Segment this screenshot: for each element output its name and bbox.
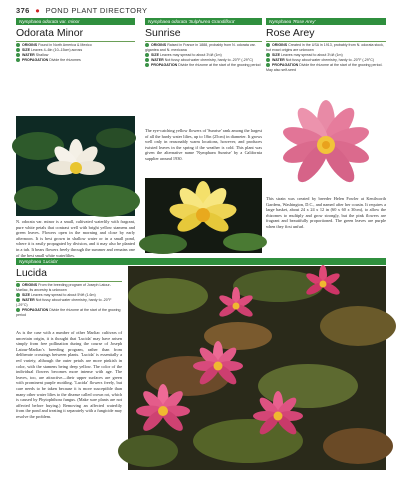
fact-origins: ORIGINS Raised in France in 1888, probably from N. odorata var. gigantea and N. mexicana: [145, 43, 256, 52]
lucida-body: As is the case with a number of other Marliac cultivars of uncertain origin, it is thought that 'Lucida' may have arisen simply from free pollination during the course of Joseph Latour-Marliac's breeding program, rather than from deliberate crossings between plants. 'Lucida' is essentially a red variety, although the outer petals are more pinkish in color, with the stamens being deep yellow. The color of the individual flowers becomes more intense with age. The leaves, too, are attractive—their upper surfaces are green with prominent purple mottling. 'Lucida' flowers freely, but care needs to be taken because it is more susceptible than many other water lilies to the disease called crown rot, which is caused by Phytophthora fungus. (Make sure plants are not affected before buying.) Removing an affected waterlily from the pond and treating it separately with a fungicide may resolve the problem.: [16, 330, 122, 419]
origins-icon: [266, 43, 270, 47]
fact-propagation: PROPAGATION Divide the rhizome at the start of the growing period. May also self-seed: [266, 63, 383, 72]
sunrise-rule: [145, 41, 262, 42]
lucida-band: Nymphaea 'Lucida': [16, 258, 386, 265]
lucida-rule: [16, 281, 122, 282]
fact-water: WATER Not fussy about water chemistry, hardy to -20°F (-29°C): [145, 58, 262, 63]
odorata-facts: [16, 43, 135, 63]
odorata-rule: [16, 41, 135, 42]
sunrise-photo: [145, 178, 262, 253]
fact-origins: ORIGINS Found in North America & Mexico: [16, 43, 135, 48]
rose-facts: [266, 43, 386, 73]
propagation-icon: [266, 63, 270, 67]
fact-size: SIZE Leaves may spread to about 3¼ft (1m): [266, 53, 386, 58]
fact-water: WATER Not fussy about water chemistry, hardy to -20°F (-29°C): [266, 58, 386, 63]
fact-water: WATER Shallow: [16, 53, 135, 58]
fact-origins: ORIGINS Created in the USA in 1913, probably from N. odorata stock, but exact origins are unknown: [266, 43, 384, 52]
lucida-photo: [128, 266, 386, 470]
propagation-icon: [145, 63, 149, 67]
rose-title: Rose Arey: [266, 27, 315, 39]
page-number: 376: [16, 6, 30, 15]
fact-propagation: PROPAGATION Divide the rhizome at the start of the growing period: [145, 63, 262, 68]
size-icon: [16, 293, 20, 297]
fact-size: SIZE Leaves 4–6in (10–15cm) across: [16, 48, 135, 53]
fact-size: SIZE Leaves may spread to about 3¼ft (1m): [145, 53, 262, 58]
rose-body: This strain was created by breeder Helen Fowler at Kenilworth Gardens, Washington, D.C., and named after her cousin. It requires a large basket, about 24 x 24 x 12 in (60 x 60 x 30cm), to allow the rhizomes to multiply and grow strongly, but the pink flowers are fragrant and beautifully proportioned. The green leaves are purple when they first unfurl.: [266, 196, 386, 229]
fact-propagation: PROPAGATION Divide the rhizome at the start of the growing period: [16, 307, 121, 317]
sunrise-body: The eye-catching yellow flowers of 'Sunrise' rank among the largest of all the hardy water lilies, up to 10in (25cm) in diameter. It grows well only in reasonably warm locations, however, and produces twisted leaves in the spring if the weather is cold. This plant was given the alternative name 'Nymphaea Sunrise' by a California supplier around 1930.: [145, 128, 262, 161]
rose-rule: [266, 41, 386, 42]
water-icon: [16, 298, 20, 302]
fact-origins: ORIGINS From the breeding program of Joseph Latour-Marliac, its ancestry is unknown: [16, 283, 111, 292]
section-bullet-icon: ●: [35, 6, 41, 15]
water-icon: [16, 53, 20, 57]
size-icon: [16, 48, 20, 52]
origins-icon: [16, 43, 20, 47]
section-title: POND PLANT DIRECTORY: [45, 6, 148, 15]
origins-icon: [145, 43, 149, 47]
odorata-band: Nymphaea odorata var. minor: [16, 18, 135, 25]
sunrise-band: Nymphaea odorata 'Sulphurea Grandiflora': [145, 18, 262, 25]
fact-size: SIZE Leaves may spread to about 5½ft (1.6m): [16, 293, 122, 298]
fact-water: WATER Not fussy about water chemistry, hardy to -20°F (-29°C): [16, 298, 112, 307]
sunrise-title: Sunrise: [145, 27, 181, 39]
rose-photo: [266, 95, 386, 195]
size-icon: [145, 53, 149, 57]
propagation-icon: [16, 58, 20, 62]
water-icon: [145, 58, 149, 62]
lucida-title: Lucida: [16, 267, 47, 279]
origins-icon: [16, 283, 20, 287]
rose-band: Nymphaea 'Rose Arey': [266, 18, 386, 25]
size-icon: [266, 53, 270, 57]
page-header: [16, 6, 147, 15]
odorata-photo: [16, 116, 135, 216]
lucida-facts: [16, 283, 122, 317]
water-icon: [266, 58, 270, 62]
fact-propagation: PROPAGATION Divide the rhizomes: [16, 58, 135, 63]
sunrise-facts: [145, 43, 262, 68]
odorata-title: Odorata Minor: [16, 27, 84, 39]
propagation-icon: [16, 308, 20, 312]
odorata-body: N. odorata var. minor is a small, cultivated waterlily with fragrant, pure white petals that contrast well with bright yellow stamens and green leaves. Flowers open in the morning and close by early afternoon. It is best grown in shallow water or in a small pond, where it is easily propagated by division, and it may also be planted in a tub. It bears flowers freely through the summer and remains one of the best small white waterlilies.: [16, 219, 135, 258]
